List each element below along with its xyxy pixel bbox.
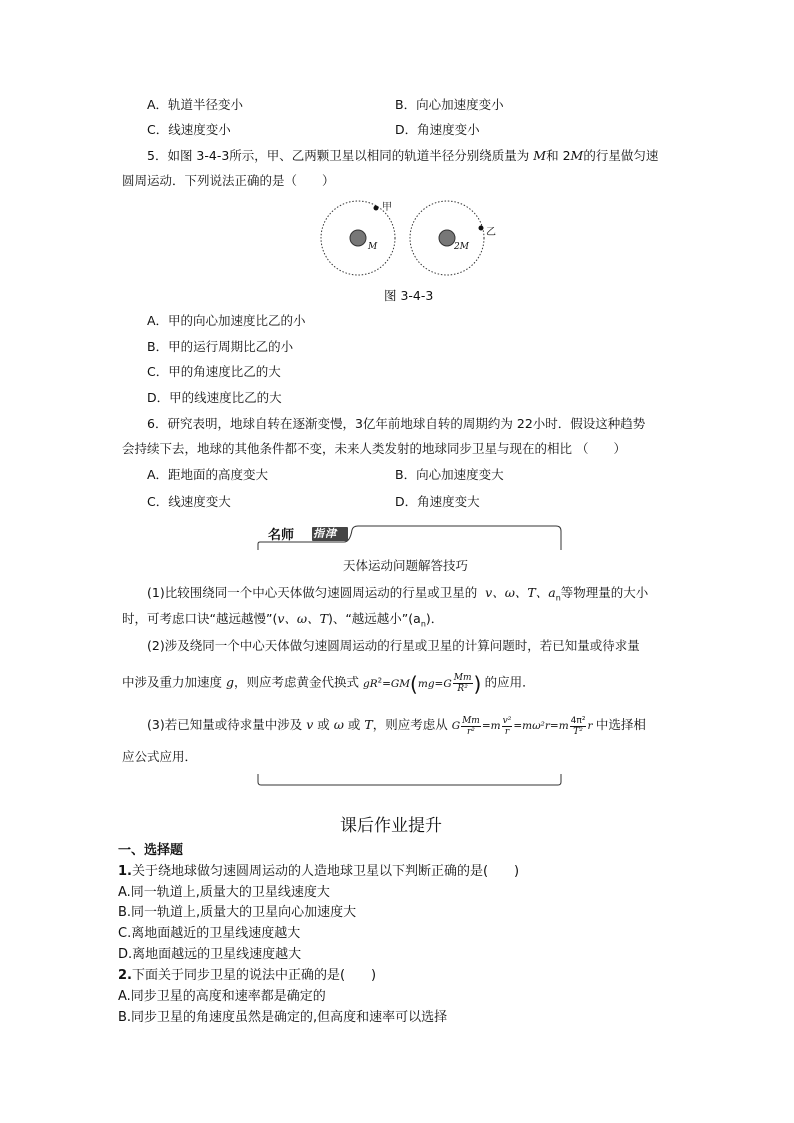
golden-substitution-formula: $gR^2=GM(mg=G$ $\frac{Mm}{\text{R²}}$ ) [362, 671, 482, 696]
tip-p1-line-1: (1)比较围绕同一个中心天体做匀速圆周运动的行星或卫星的 v、ω、T、$a_n$等物理量的大小 [147, 585, 649, 603]
q6-option-c: C．线速度变大 [147, 494, 231, 509]
orbit-figure [318, 196, 500, 278]
q6-option-b: B．向心加速度变大 [395, 467, 504, 482]
planet-label-2m: 2M [454, 242, 469, 252]
q5-option-d: D．甲的线速度比乙的大 [147, 390, 282, 405]
q5-line-2: 圆周运动．下列说法正确的是（ ） [122, 173, 335, 188]
q4-option-a: A．轨道半径变小 [147, 97, 244, 112]
q6-line-2: 会持续下去，地球的其他条件都不变，未来人类发射的地球同步卫星与现在的相比 （ ） [122, 441, 626, 456]
tip-badge-highlight: 指津 [313, 527, 337, 540]
q6-line-1: 6．研究表明，地球自转在逐渐变慢，3亿年前地球自转的周期约为 22小时．假设这种趋势 [147, 416, 646, 431]
q5-option-c: C．甲的角速度比乙的大 [147, 364, 281, 379]
hw-q1-option-b: B.同一轨道上,质量大的卫星向心加速度大 [118, 905, 357, 920]
tip-p2-line-1: (2)涉及绕同一个中心天体做匀速圆周运动的行星或卫星的计算问题时，若已知量或待求量 [147, 638, 640, 653]
planet-right [439, 230, 455, 246]
q5-option-a: A．甲的向心加速度比乙的小 [147, 313, 306, 328]
q6-option-d: D．角速度变大 [395, 494, 480, 509]
hw-q2: 2.下面关于同步卫星的说法中正确的是( ) [118, 968, 377, 983]
q5-line-1: 5．如图 3-4-3所示，甲、乙两颗卫星以相同的轨道半径分别绕质量为 M和 2M的行星做匀速 [147, 148, 659, 163]
planet-label-m: M [368, 242, 378, 252]
homework-heading: 课后作业提升 [340, 816, 442, 836]
hw-q1-option-a: A.同一轨道上,质量大的卫星线速度大 [118, 885, 330, 900]
hw-q2-option-a: A.同步卫星的高度和速率都是确定的 [118, 989, 326, 1004]
q5-option-b: B．甲的运行周期比乙的小 [147, 339, 294, 354]
planet-left [350, 230, 366, 246]
satellite-jia [374, 206, 379, 211]
tip-p2-line-2: 中涉及重力加速度 g，则应考虑黄金代换式 $gR^2=GM(mg=G$ $\frac{Mm}{\text{R²}}$ ) 的应用． [122, 671, 535, 696]
label-yi: 乙 [486, 227, 496, 238]
circular-motion-formula: G $\frac{Mm}{\text{r²}}$ =m $\frac{\text{v²}}{r}$ =mω²r=m $\frac{\text{4π²}}{\text{T²}}$ r [451, 715, 593, 737]
tip-p3-line-1: (3)若已知量或待求量中涉及 v 或 ω 或 T，则应考虑从 G $\frac{Mm}{\text{r²}}$ =m $\frac{\text{v²}}{r}$ =mω²r=m $\frac{\text{4π²}}{\text{T²}}$ r 中选择相 [147, 715, 646, 737]
section-heading: 一、选择题 [118, 843, 184, 858]
q6-option-a: A．距地面的高度变大 [147, 467, 269, 482]
tip-p3-line-2: 应公式应用． [122, 749, 198, 764]
satellite-yi [479, 226, 484, 231]
label-jia: 甲 [382, 202, 392, 213]
q4-option-d: D．角速度变小 [395, 122, 480, 137]
hw-q1-option-d: D.离地面越远的卫星线速度越大 [118, 947, 302, 962]
q4-option-c: C．线速度变小 [147, 122, 231, 137]
tip-title: 天体运动问题解答技巧 [343, 558, 469, 573]
tip-badge-prefix: 名师 [268, 528, 295, 543]
hw-q1-option-c: C.离地面越近的卫星线速度越大 [118, 926, 301, 941]
figure-caption: 图 3-4-3 [384, 288, 434, 303]
tip-box-bottom-frame [256, 774, 566, 788]
tip-box-header-frame [256, 522, 566, 552]
hw-q2-option-b: B.同步卫星的角速度虽然是确定的,但高度和速率可以选择 [118, 1010, 448, 1025]
hw-q1: 1.关于绕地球做匀速圆周运动的人造地球卫星以下判断正确的是( ) [118, 864, 520, 879]
tip-p1-line-2: 时，可考虑口诀“越远越慢”(v、ω、T)、“越远越小$”(a_n)$． [122, 611, 444, 629]
q4-option-b: B．向心加速度变小 [395, 97, 504, 112]
